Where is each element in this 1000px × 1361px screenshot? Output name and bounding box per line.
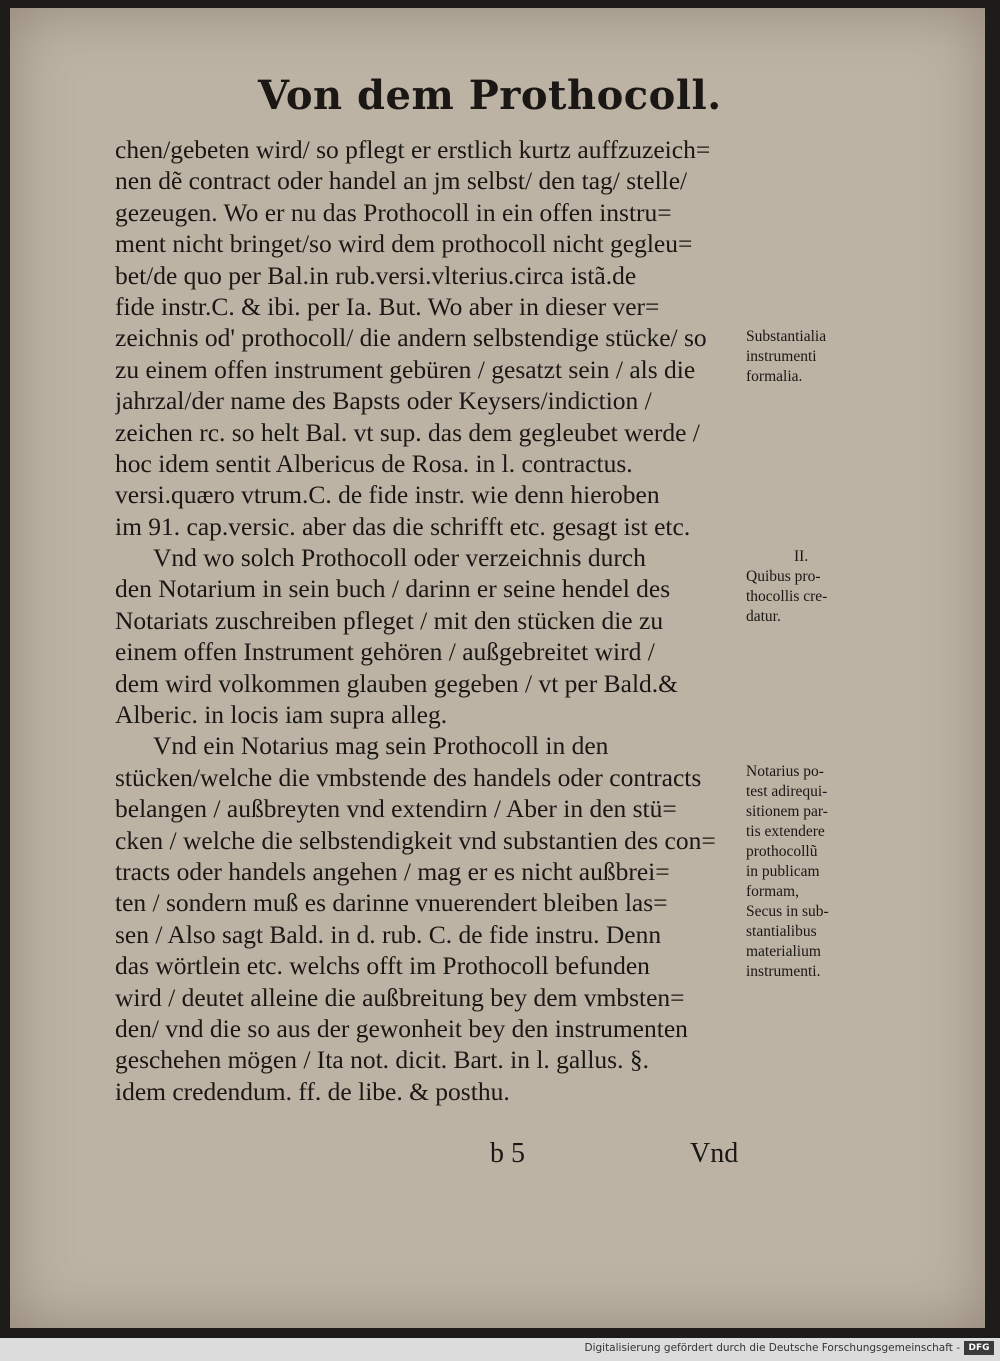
paragraph-start-line: Vnd ein Notarius mag sein Prothocoll in den bbox=[153, 731, 609, 761]
text-line: idem credendum. ff. de libe. & posthu. bbox=[115, 1076, 510, 1106]
dfg-logo-icon: DFG bbox=[964, 1341, 994, 1355]
credit-bar bbox=[0, 1338, 1000, 1361]
margin-note-quibus bbox=[746, 547, 827, 627]
text-line: den Notarium in sein buch / darinn er seine hendel des bbox=[115, 574, 671, 604]
margin-note-line: sitionem par- bbox=[746, 803, 828, 820]
text-line: sen / Also sagt Bald. in d. rub. C. de fide instru. Denn bbox=[115, 919, 662, 949]
text-line: gezeugen. Wo er nu das Prothocoll in ein offen instru= bbox=[115, 197, 672, 227]
catchword: Vnd bbox=[690, 1138, 739, 1169]
text-line: stücken/welche die vmbstende des handels oder contracts bbox=[115, 762, 702, 792]
margin-note-substantialia bbox=[746, 327, 826, 387]
text-line: Notariats zuschreiben pfleget / mit den stücken die zu bbox=[115, 605, 664, 635]
text-line: ment nicht bringet/so wird dem prothocoll nicht gegleu= bbox=[115, 229, 693, 259]
text-line: dem wird volkommen glauben gegeben / vt per Bald.& bbox=[115, 668, 678, 698]
margin-note-line: Quibus pro- bbox=[746, 568, 821, 585]
running-header: Von dem Prothocoll. bbox=[258, 72, 722, 119]
text-line: chen/gebeten wird/ so pflegt er erstlich kurtz auffzuzeich= bbox=[115, 135, 711, 164]
text-line: im 91. cap.versic. aber das die schrifft etc. gesagt ist etc. bbox=[115, 511, 691, 541]
margin-note-line: test adirequi- bbox=[746, 783, 828, 800]
text-line: geschehen mögen / Ita not. dicit. Bart. in l. gallus. §. bbox=[115, 1045, 649, 1075]
margin-note-line: formalia. bbox=[746, 368, 803, 385]
text-line: ten / sondern muß es darinne vnuerendert bleiben las= bbox=[115, 888, 668, 918]
text-line: zeichen rc. so helt Bal. vt sup. das dem gegleubet werde / bbox=[115, 417, 700, 447]
text-line: den/ vnd die so aus der gewonheit bey den instrumenten bbox=[115, 1013, 688, 1043]
margin-note-line: instrumenti. bbox=[746, 963, 821, 980]
text-line: hoc idem sentit Albericus de Rosa. in l. contractus. bbox=[115, 448, 633, 478]
margin-note-line: instrumenti bbox=[746, 348, 817, 365]
text-line: cken / welche die selbstendigkeit vnd substantien des con= bbox=[115, 825, 716, 855]
margin-note-line: Secus in sub- bbox=[746, 903, 829, 920]
text-line: jahrzal/der name des Bapsts oder Keysers/indiction / bbox=[115, 386, 652, 416]
main-text-block bbox=[115, 134, 750, 1107]
margin-note-line: prothocollũ bbox=[746, 843, 818, 860]
dfg-credit-text: Digitalisierung gefördert durch die Deutsche Forschungsgemeinschaft - bbox=[584, 1342, 960, 1354]
text-line: versi.quæro vtrum.C. de fide instr. wie denn hieroben bbox=[115, 480, 660, 510]
text-line: belangen / außbreyten vnd extendirn / Aber in den stü= bbox=[115, 794, 677, 824]
text-line: fide instr.C. & ibi. per Ia. But. Wo aber in dieser ver= bbox=[115, 291, 660, 321]
margin-note-line: Notarius po- bbox=[746, 763, 824, 780]
margin-note-line: formam, bbox=[746, 883, 799, 900]
margin-note-line: thocollis cre- bbox=[746, 588, 828, 605]
text-line: nen dẽ contract oder handel an jm selbst/ den tag/ stelle/ bbox=[115, 166, 688, 196]
margin-note-line: in publicam bbox=[746, 863, 820, 880]
text-line: zeichnis od' prothocoll/ die andern selbstendige stücke/ so bbox=[115, 323, 707, 353]
margin-note-line: datur. bbox=[746, 608, 781, 625]
text-line: zu einem offen instrument gebüren / gesatzt sein / als die bbox=[115, 354, 696, 384]
text-line: wird / deutet alleine die außbreitung bey dem vmbsten= bbox=[115, 982, 685, 1012]
paragraph-start-line: Vnd wo solch Prothocoll oder verzeichnis durch bbox=[153, 543, 646, 573]
margin-note-line: stantialibus bbox=[746, 923, 817, 940]
margin-note-line: tis extendere bbox=[746, 823, 825, 840]
signature-mark: b 5 bbox=[490, 1138, 525, 1169]
margin-note-line: materialium bbox=[746, 943, 821, 960]
margin-note-notarius bbox=[746, 762, 829, 982]
text-line: Alberic. in locis iam supra alleg. bbox=[115, 700, 448, 730]
margin-note-number: II. bbox=[794, 548, 809, 565]
text-line: einem offen Instrument gehören / außgebreitet wird / bbox=[115, 637, 655, 667]
margin-note-line: Substantialia bbox=[746, 328, 827, 345]
text-line: das wörtlein etc. welchs offt im Prothocoll befunden bbox=[115, 951, 650, 981]
text-line: tracts oder handels angehen / mag er es nicht außbrei= bbox=[115, 856, 670, 886]
text-line: bet/de quo per Bal.in rub.versi.vlterius.circa istã.de bbox=[115, 260, 637, 290]
